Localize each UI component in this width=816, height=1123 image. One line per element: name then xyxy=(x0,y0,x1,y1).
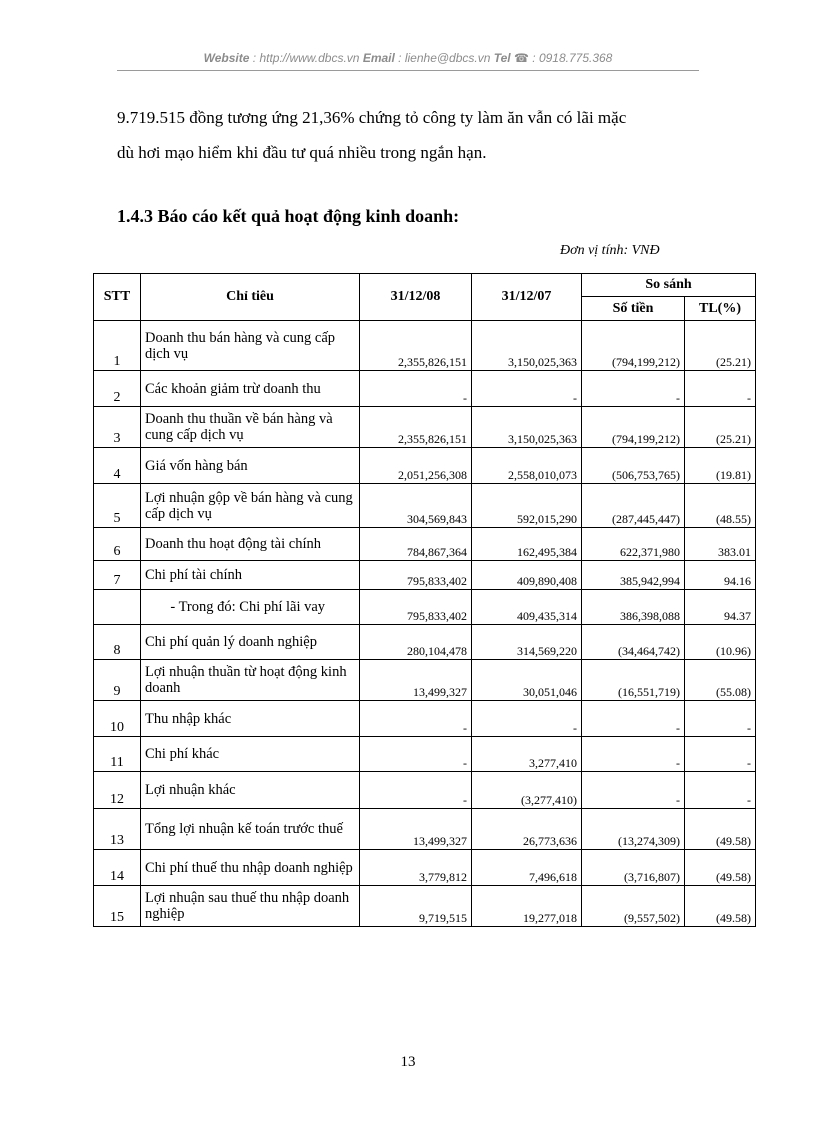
row-percentage: 383.01 xyxy=(685,528,756,561)
row-difference: (13,274,309) xyxy=(582,809,685,850)
row-label: Lợi nhuận khác xyxy=(141,772,360,809)
row-value-2007: - xyxy=(472,701,582,737)
row-percentage: (49.58) xyxy=(685,886,756,927)
row-stt: 15 xyxy=(94,886,141,927)
row-stt xyxy=(94,590,141,625)
row-difference: (794,199,212) xyxy=(582,321,685,371)
table-row xyxy=(94,407,756,448)
row-value-2007: 19,277,018 xyxy=(472,886,582,927)
row-value-2007: (3,277,410) xyxy=(472,772,582,809)
row-value-2007: - xyxy=(472,371,582,407)
row-value-2007: 26,773,636 xyxy=(472,809,582,850)
row-label: Doanh thu hoạt động tài chính xyxy=(141,528,360,561)
table-row xyxy=(94,886,756,927)
row-value-2008: 784,867,364 xyxy=(360,528,472,561)
header-31-12-08: 31/12/08 xyxy=(360,274,472,321)
table-row xyxy=(94,448,756,484)
row-label: Các khoản giảm trừ doanh thu xyxy=(141,371,360,407)
row-label: Doanh thu thuần về bán hàng và cung cấp dịch vụ xyxy=(141,407,360,448)
row-percentage: - xyxy=(685,737,756,772)
tel-label: Tel xyxy=(493,51,511,65)
row-difference: (287,445,447) xyxy=(582,484,685,528)
header-31-12-07: 31/12/07 xyxy=(472,274,582,321)
row-value-2008: 280,104,478 xyxy=(360,625,472,660)
header-chi-tieu: Chỉ tiêu xyxy=(141,274,360,321)
row-percentage: (49.58) xyxy=(685,809,756,850)
table-row xyxy=(94,737,756,772)
row-percentage: (10.96) xyxy=(685,625,756,660)
table-row xyxy=(94,561,756,590)
row-difference: (34,464,742) xyxy=(582,625,685,660)
row-value-2007: 7,496,618 xyxy=(472,850,582,886)
header-stt: STT xyxy=(94,274,141,321)
row-stt: 5 xyxy=(94,484,141,528)
row-value-2008: 13,499,327 xyxy=(360,660,472,701)
row-difference: - xyxy=(582,701,685,737)
row-percentage: (25.21) xyxy=(685,407,756,448)
row-stt: 12 xyxy=(94,772,141,809)
row-difference: (506,753,765) xyxy=(582,448,685,484)
row-percentage: - xyxy=(685,772,756,809)
email-label: Email xyxy=(362,51,395,65)
row-value-2008: 3,779,812 xyxy=(360,850,472,886)
row-value-2007: 409,435,314 xyxy=(472,590,582,625)
row-value-2008: 9,719,515 xyxy=(360,886,472,927)
row-label: Thu nhập khác xyxy=(141,701,360,737)
row-difference: (794,199,212) xyxy=(582,407,685,448)
row-label: Chi phí tài chính xyxy=(141,561,360,590)
row-percentage: (55.08) xyxy=(685,660,756,701)
row-stt: 2 xyxy=(94,371,141,407)
page-header xyxy=(117,51,699,65)
row-label: Chi phí quản lý doanh nghiệp xyxy=(141,625,360,660)
row-percentage: (49.58) xyxy=(685,850,756,886)
header-tl: TL(%) xyxy=(685,297,756,321)
table-row xyxy=(94,701,756,737)
table-row xyxy=(94,660,756,701)
row-value-2007: 409,890,408 xyxy=(472,561,582,590)
row-stt: 11 xyxy=(94,737,141,772)
row-value-2007: 162,495,384 xyxy=(472,528,582,561)
page-number: 13 xyxy=(400,1054,416,1070)
tel-number: ☎ : 0918.775.368 xyxy=(510,51,613,65)
row-value-2007: 3,150,025,363 xyxy=(472,407,582,448)
row-value-2008: 2,355,826,151 xyxy=(360,321,472,371)
row-percentage: - xyxy=(685,371,756,407)
row-difference: 386,398,088 xyxy=(582,590,685,625)
row-label: Lợi nhuận gộp về bán hàng và cung cấp dịch vụ xyxy=(141,484,360,528)
header-so-tien: Số tiền xyxy=(582,297,685,321)
income-statement-table xyxy=(93,273,756,927)
row-percentage: (19.81) xyxy=(685,448,756,484)
table-row xyxy=(94,625,756,660)
intro-paragraph xyxy=(117,100,699,170)
row-value-2007: 3,150,025,363 xyxy=(472,321,582,371)
row-stt: 13 xyxy=(94,809,141,850)
table-row xyxy=(94,371,756,407)
website-label: Website xyxy=(203,51,250,65)
row-stt: 8 xyxy=(94,625,141,660)
website-url: : http://www.dbcs.vn xyxy=(249,51,363,65)
row-value-2008: - xyxy=(360,737,472,772)
row-value-2008: 795,833,402 xyxy=(360,561,472,590)
row-stt: 1 xyxy=(94,321,141,371)
row-percentage: 94.16 xyxy=(685,561,756,590)
row-label: Lợi nhuận thuần từ hoạt động kinh doanh xyxy=(141,660,360,701)
row-value-2007: 592,015,290 xyxy=(472,484,582,528)
row-percentage: (25.21) xyxy=(685,321,756,371)
row-value-2008: 2,355,826,151 xyxy=(360,407,472,448)
paragraph-line-1: 9.719.515 đồng tương ứng 21,36% chứng tỏ công ty làm ăn vẫn có lãi mặc xyxy=(117,108,627,127)
row-difference: (3,716,807) xyxy=(582,850,685,886)
row-percentage: (48.55) xyxy=(685,484,756,528)
row-stt: 4 xyxy=(94,448,141,484)
row-percentage: 94.37 xyxy=(685,590,756,625)
row-value-2007: 314,569,220 xyxy=(472,625,582,660)
row-difference: - xyxy=(582,772,685,809)
row-value-2008: 304,569,843 xyxy=(360,484,472,528)
header-divider xyxy=(117,70,699,71)
row-stt: 9 xyxy=(94,660,141,701)
row-stt: 6 xyxy=(94,528,141,561)
row-difference: (16,551,719) xyxy=(582,660,685,701)
paragraph-line-2: dù hơi mạo hiểm khi đầu tư quá nhiều trong ngắn hạn. xyxy=(117,143,487,162)
row-stt: 14 xyxy=(94,850,141,886)
row-difference: - xyxy=(582,737,685,772)
row-value-2008: 2,051,256,308 xyxy=(360,448,472,484)
row-label: Chi phí thuế thu nhập doanh nghiệp xyxy=(141,850,360,886)
row-value-2008: - xyxy=(360,701,472,737)
unit-note: Đơn vị tính: VNĐ xyxy=(560,243,660,258)
row-label: - Trong đó: Chi phí lãi vay xyxy=(141,590,360,625)
row-difference: 385,942,994 xyxy=(582,561,685,590)
row-stt: 3 xyxy=(94,407,141,448)
row-stt: 7 xyxy=(94,561,141,590)
table-row xyxy=(94,484,756,528)
row-value-2008: - xyxy=(360,371,472,407)
table-row xyxy=(94,850,756,886)
email-address: : lienhe@dbcs.vn xyxy=(394,51,494,65)
table-row xyxy=(94,809,756,850)
table-row xyxy=(94,321,756,371)
row-value-2008: 13,499,327 xyxy=(360,809,472,850)
row-label: Doanh thu bán hàng và cung cấp dịch vụ xyxy=(141,321,360,371)
row-value-2007: 2,558,010,073 xyxy=(472,448,582,484)
row-difference: - xyxy=(582,371,685,407)
row-value-2008: 795,833,402 xyxy=(360,590,472,625)
table-row xyxy=(94,590,756,625)
row-stt: 10 xyxy=(94,701,141,737)
section-title: 1.4.3 Báo cáo kết quả hoạt động kinh doanh: xyxy=(117,206,460,226)
row-difference: (9,557,502) xyxy=(582,886,685,927)
row-value-2007: 30,051,046 xyxy=(472,660,582,701)
row-percentage: - xyxy=(685,701,756,737)
table-row xyxy=(94,528,756,561)
header-so-sanh: So sánh xyxy=(582,274,756,297)
table-row xyxy=(94,772,756,809)
row-label: Giá vốn hàng bán xyxy=(141,448,360,484)
row-label: Lợi nhuận sau thuế thu nhập doanh nghiệp xyxy=(141,886,360,927)
row-difference: 622,371,980 xyxy=(582,528,685,561)
row-value-2007: 3,277,410 xyxy=(472,737,582,772)
row-label: Chi phí khác xyxy=(141,737,360,772)
row-label: Tổng lợi nhuận kế toán trước thuế xyxy=(141,809,360,850)
row-value-2008: - xyxy=(360,772,472,809)
